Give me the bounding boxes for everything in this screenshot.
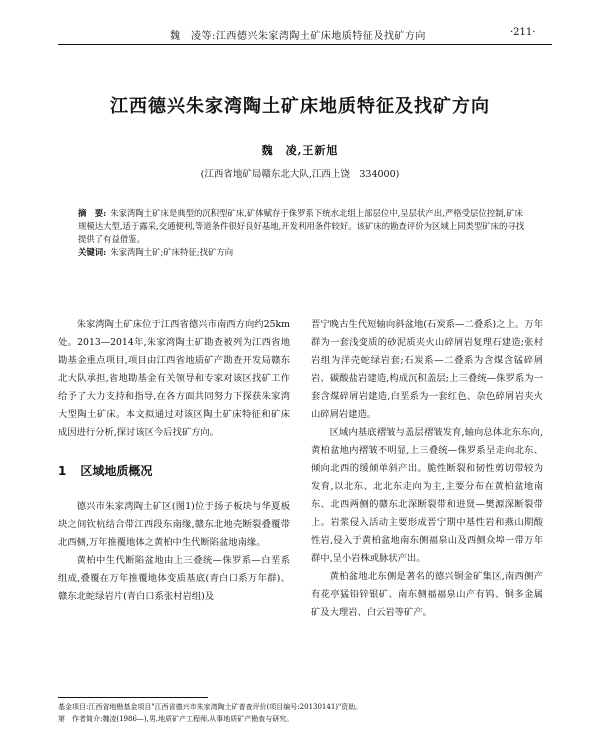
intro-paragraph: 朱家湾陶土矿床位于江西省德兴市南西方向约25km处。2013—2014年,朱家湾陶土矿勘查被列为江西省地勘基金重点项目,项目由江西省地质矿产勘查开发局赣东北大队承担,省地勘基金有关领导和专家对该区找矿工作给予了大力支持和指导,在各方面共同努力下探获朱家湾大型陶土矿床。本文拟通过对该区陶土矿床特征和矿床成因进行分析,探讨该区今后找矿方向。: [58, 319, 290, 438]
footnote-author-bio: 第 作者简介:魏凌(1986—),男,地质矿产工程师,从事地质矿产勘查与研究。: [58, 715, 294, 723]
abstract-label: 摘 要:: [78, 208, 107, 218]
keywords-label: 关键词:: [78, 247, 107, 257]
abstract-text: 朱家湾陶土矿床是典型的沉积型矿床,矿体赋存于侏罗系下统水北组上部层位中,呈层状产出,严格受层位控制,矿床规模达大型,适于露采,交通便利,等道条件很好良好基地,开发利用条件较好。该矿床的勘查评价为区域上同类型矿床的寻找提供了有益借鉴。: [78, 208, 525, 244]
paper-title: 江西德兴朱家湾陶土矿床地质特征及找矿方向: [110, 96, 490, 117]
affiliation: (江西省地矿局赣东北大队,江西上饶 334000): [200, 169, 400, 180]
abstract: [78, 207, 530, 246]
section1-paragraph-1: 德兴市朱家湾陶土矿区(图1)位于扬子板块与华夏板块之间钦杭结合带江西段东南缘,赣东北地壳断裂叠覆带北西侧,万年推覆地体之黄柏中生代断陷盆地南缘。: [58, 501, 290, 548]
right-column: [311, 316, 543, 622]
footnote-fund: 基金项目:江西省地勘基金项目"江西省德兴市朱家湾陶土矿普查评价(项目编号:20130141)"资助。: [58, 703, 363, 711]
section-title: 区域地质概况: [80, 464, 153, 478]
running-head: 魏 凌等:江西德兴朱家湾陶土矿床地质特征及找矿方向: [170, 31, 426, 42]
right-paragraph-3: 黄柏盆地北东侧是著名的德兴铜金矿集区,南西侧产有花亭猛铅锌银矿、南东侧福福泉山产有钨、铜多金属矿及大理岩、白云岩等矿产。: [311, 571, 543, 618]
footnotes: [58, 701, 550, 725]
page-number: ·211·: [510, 27, 536, 38]
header-rule: [58, 44, 552, 45]
footnote-rule: [58, 697, 208, 698]
section-number: 1: [58, 464, 67, 478]
section1-paragraph-2: 黄柏中生代断陷盆地由上三叠统—侏罗系—白垩系组成,叠覆在万年推覆地体变质基底(青白口系万年群)、赣东北蛇绿岩片(青白口系张村岩组)及: [58, 555, 290, 602]
keywords: [78, 246, 530, 259]
right-paragraph-1: 晋宁晚古生代短轴向斜盆地(石炭系—二叠系)之上。万年群为一套浅变质的砂泥质夹火山碎屑岩复理石建造;张村岩组为洋壳蛇绿岩套;石炭系—二叠系为含煤含锰碎屑岩、碳酸盐岩建造,构成沉积盖层;上三叠统—侏罗系为一套含煤碎屑岩建造,白垩系为一套红色、杂色碎屑岩夹火山碎屑岩建造。: [311, 319, 543, 420]
right-paragraph-2: 区域内基底褶皱与盖层褶皱发育,轴向总体北东东向,黄柏盆地内褶皱不明显,上三叠统—侏罗系呈走向北东、倾向北西的缓倾单斜产出。脆性断裂和韧性剪切带较为发育,以北东、北北东走向为主,主要分布在黄柏盆地南东、北西两侧的赣东北深断裂带和进贤—樊源深断裂带上。岩浆侵入活动主要形成晋宁期中基性岩和燕山期酸性岩,侵入于黄柏盆地南东侧福泉山及西侧众埠一带万年群中,呈小岩株或脉状产出。: [311, 427, 543, 564]
keywords-text: 朱家湾陶土矿;矿床特征;找矿方向: [110, 247, 234, 257]
left-column: [58, 316, 290, 606]
abstract-block: [78, 207, 530, 259]
section-heading-1: [58, 462, 290, 480]
authors: 魏 凌,王新旭: [261, 144, 339, 157]
